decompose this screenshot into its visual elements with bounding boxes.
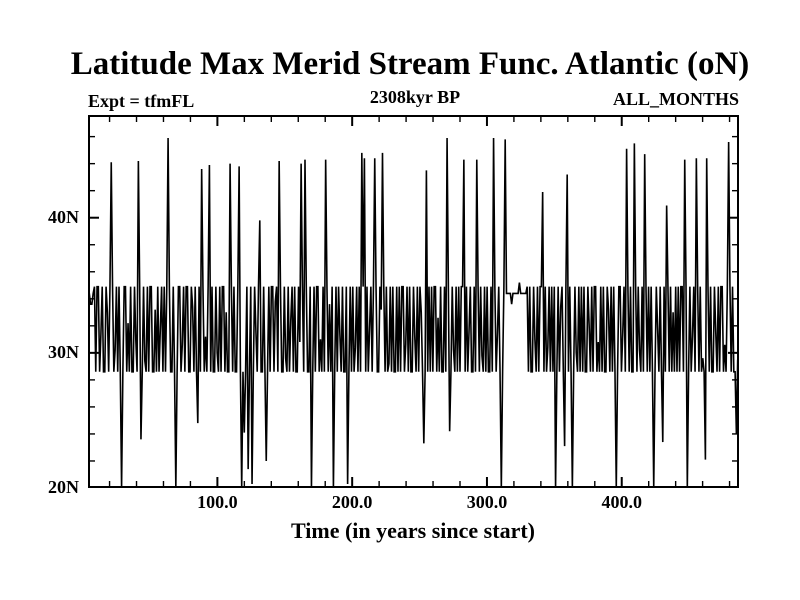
y-tick-label: 20N [48, 477, 79, 497]
timeseries-plot [88, 115, 739, 488]
months-label: ALL_MONTHS [612, 89, 739, 109]
experiment-label: Expt = tfmFL [88, 91, 195, 111]
time-bp-label: 2308kyr BP [369, 87, 461, 107]
y-tick-label: 30N [48, 341, 79, 362]
chart-title: Latitude Max Merid Stream Func. Atlantic (oN) [70, 46, 750, 82]
x-axis-label: Time (in years since start) [291, 518, 535, 543]
data-line [88, 138, 738, 487]
x-tick-label: 100.0 [197, 492, 238, 512]
x-tick-label: 400.0 [601, 492, 642, 512]
x-tick-label: 200.0 [331, 492, 373, 512]
y-tick-label: 40N [48, 206, 79, 227]
x-tick-label: 300.0 [466, 492, 508, 512]
plot-area [88, 115, 739, 488]
